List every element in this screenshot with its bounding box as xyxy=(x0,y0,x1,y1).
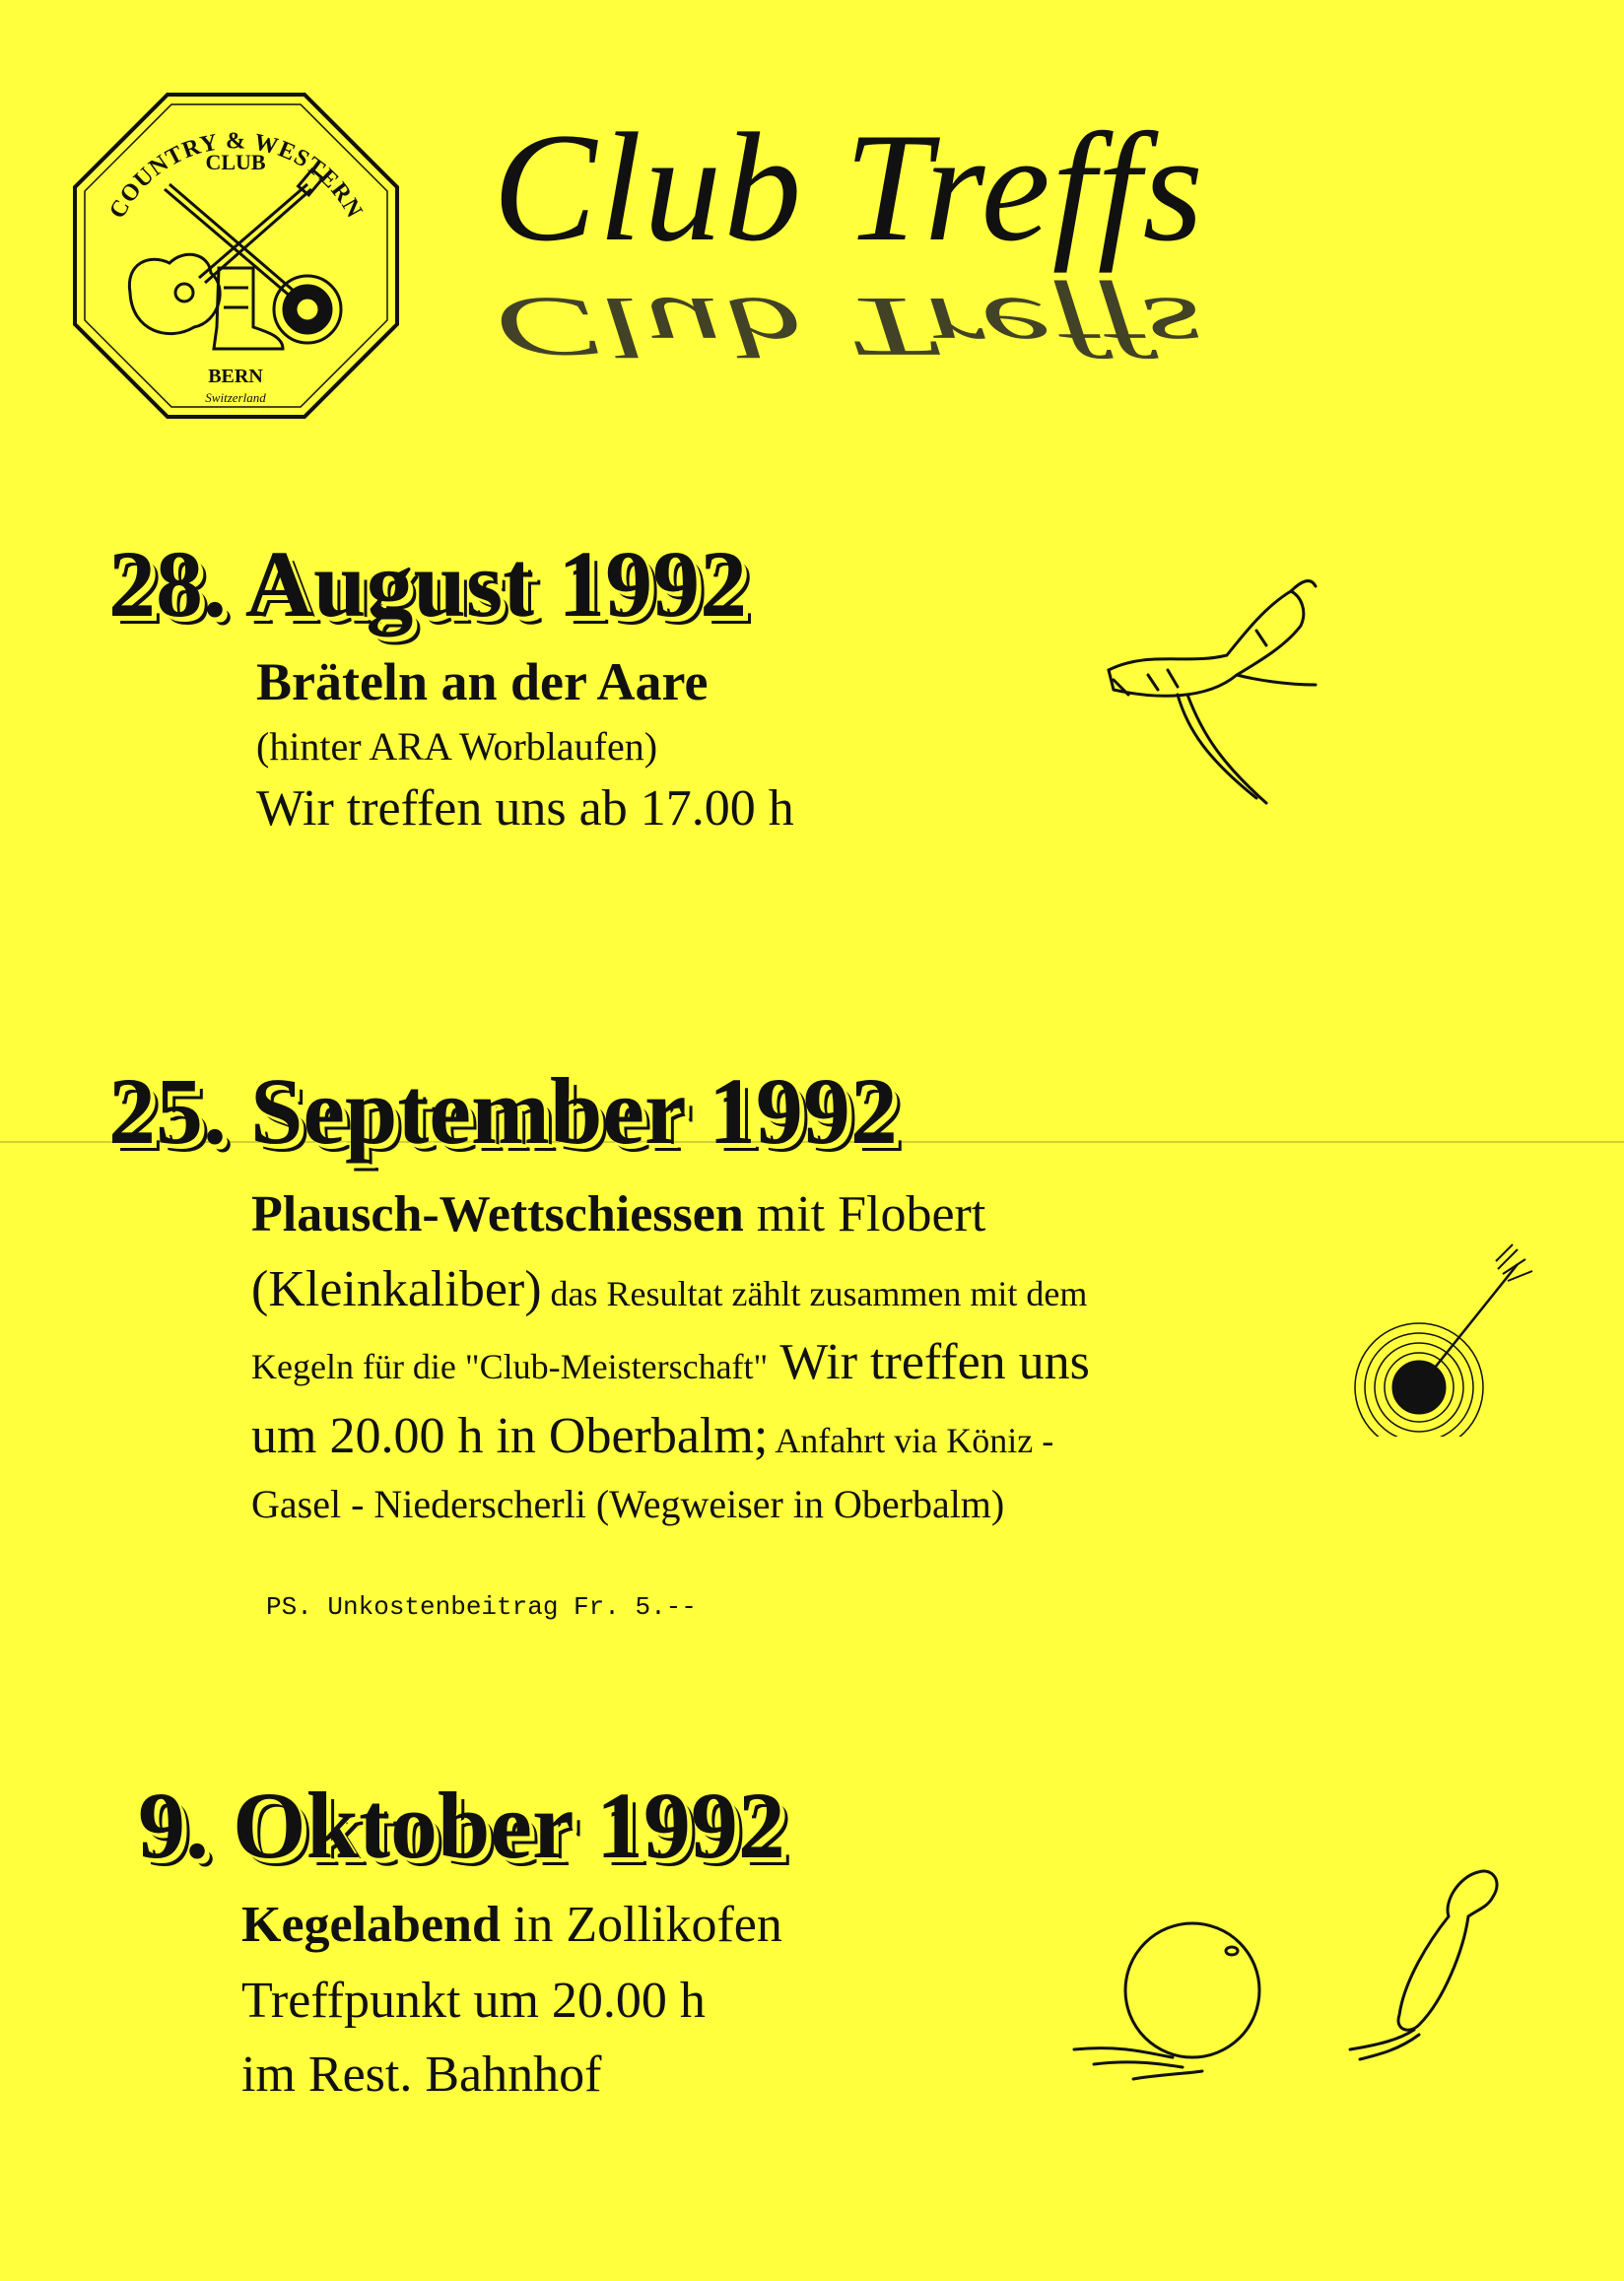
event-2-line-5: Gasel - Niederscherli (Wegweiser in Oberbalm) xyxy=(251,1482,1005,1526)
event-2-line-4-small: Anfahrt via Köniz - xyxy=(768,1421,1054,1460)
event-2-title: Plausch-Wettschiessen xyxy=(251,1186,744,1242)
event-3-title: Kegelabend xyxy=(241,1897,501,1953)
logo-country: Switzerland xyxy=(205,390,266,405)
sausage-on-stick-icon xyxy=(1089,552,1335,818)
event-2-line-4 xyxy=(251,1408,1054,1464)
event-2-line-3-small: Kegeln für die "Club-Meisterschaft" xyxy=(251,1347,769,1386)
event-2-line-3-big: Wir treffen uns xyxy=(768,1334,1090,1390)
event-2-ps-note: PS. Unkostenbeitrag Fr. 5.-- xyxy=(266,1592,697,1622)
event-2-line-3 xyxy=(251,1334,1090,1390)
bowling-ball-pin-icon xyxy=(1045,1843,1508,2099)
event-2-line-1-rest: mit Flobert xyxy=(743,1186,986,1242)
event-2-line-1 xyxy=(251,1186,986,1242)
event-3-line-1-rest: in Zollikofen xyxy=(500,1897,782,1953)
event-2-line-4-big: um 20.00 h in Oberbalm; xyxy=(251,1408,769,1464)
logo-top-text: COUNTRY & WESTERN xyxy=(104,128,368,224)
event-3-line-3: im Rest. Bahnhof xyxy=(241,2046,602,2103)
event-1-location: (hinter ARA Worblaufen) xyxy=(256,724,658,769)
event-1-title: Bräteln an der Aare xyxy=(256,652,709,711)
event-3-date: 9. Oktober 1992 xyxy=(138,1773,785,1878)
page-title: Club Treffs xyxy=(493,101,1205,274)
event-2-date: 25. September 1992 xyxy=(108,1058,898,1164)
target-arrow-icon xyxy=(1350,1240,1537,1437)
event-1-date: 28. August 1992 xyxy=(108,531,748,637)
logo-city: BERN xyxy=(208,366,263,387)
club-logo xyxy=(71,91,401,421)
event-3-line-2: Treffpunkt um 20.00 h xyxy=(241,1973,706,2029)
page-title-reflection: Club Treffs xyxy=(493,279,1205,374)
event-1-meet-time: Wir treffen uns ab 17.00 h xyxy=(256,780,794,837)
event-2-line-2 xyxy=(251,1261,1088,1317)
event-2-line-2-small: das Resultat zählt zusammen mit dem xyxy=(541,1274,1088,1313)
event-2-line-2-big: (Kleinkaliber) xyxy=(251,1261,542,1317)
logo-club-text: CLUB xyxy=(205,150,266,174)
event-3-line-1 xyxy=(241,1897,782,1953)
